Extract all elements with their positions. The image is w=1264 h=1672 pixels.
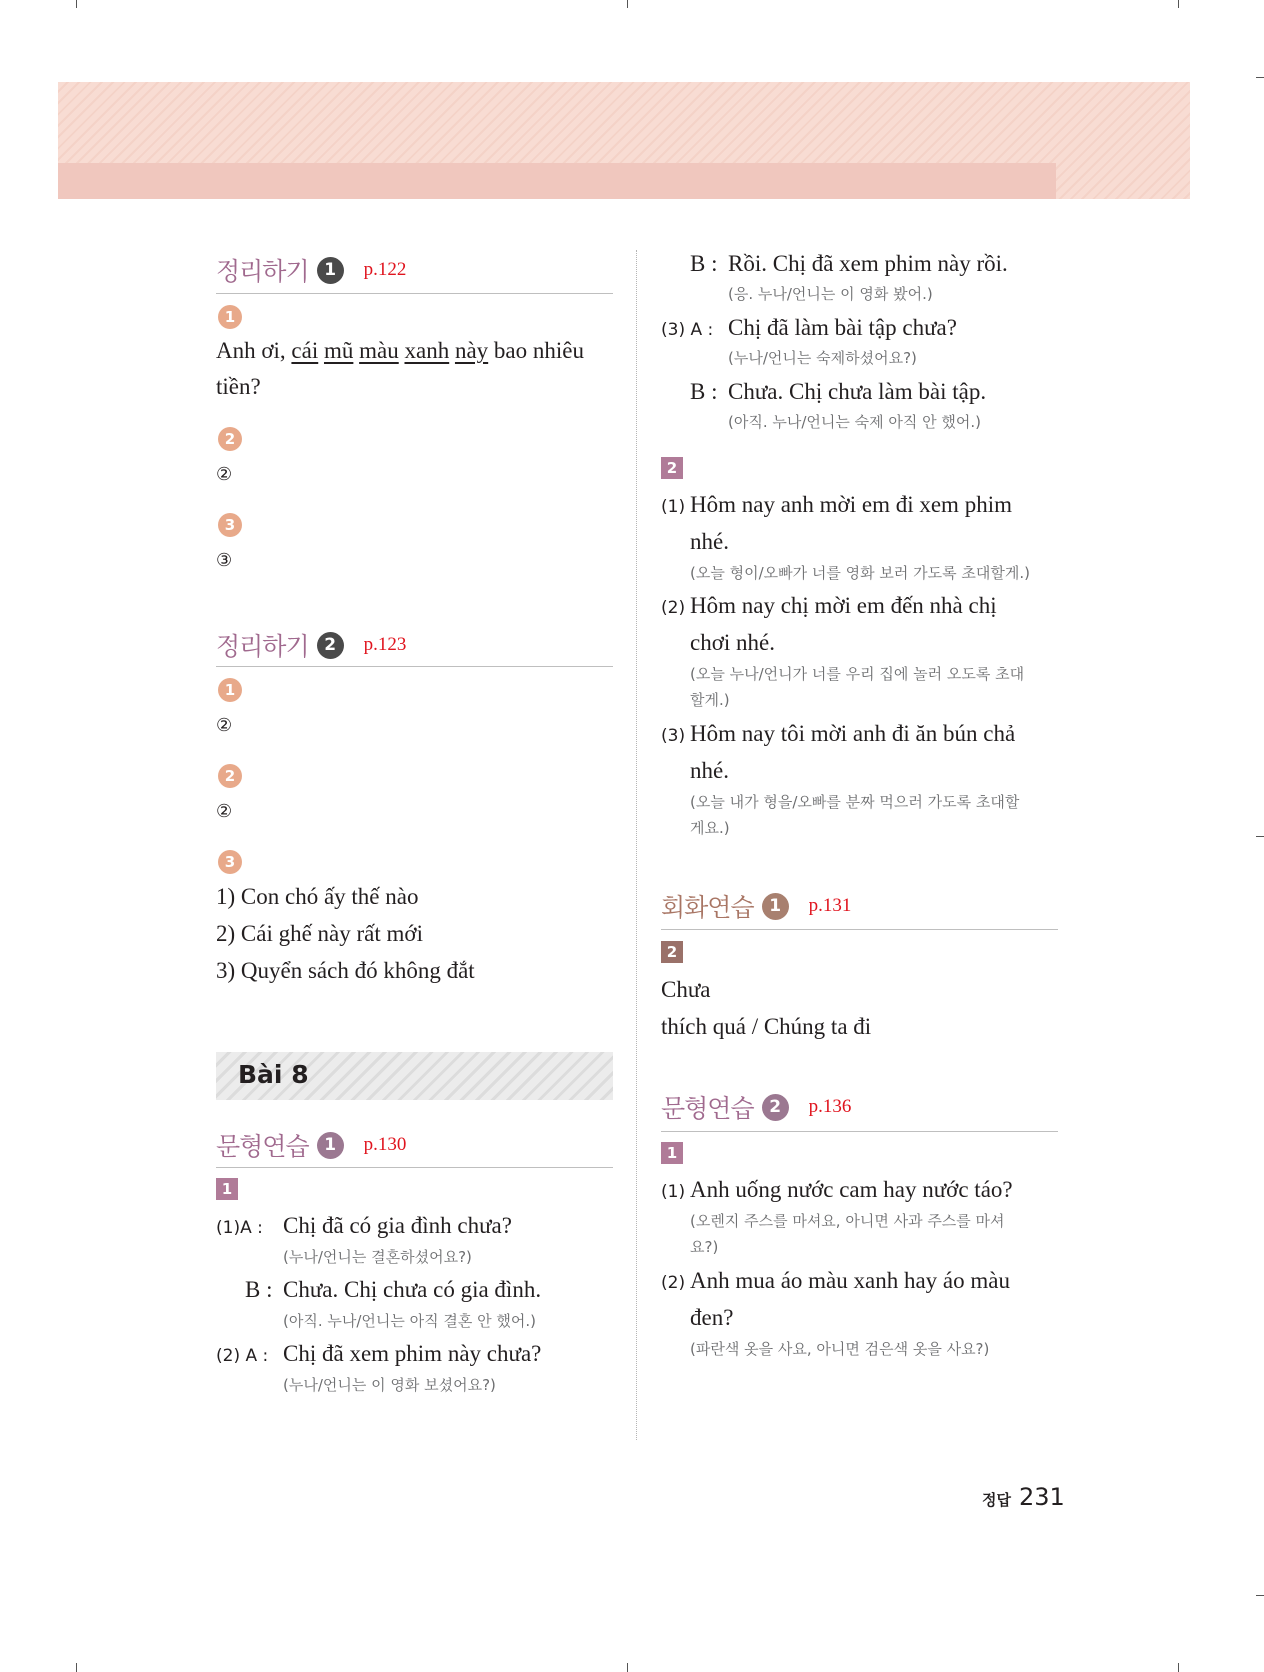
exercise-number-badge: 2 bbox=[661, 457, 683, 479]
footer-label: 정답 bbox=[982, 1491, 1011, 1509]
section-rule bbox=[216, 666, 613, 667]
answer-text-part: Anh ơi, bbox=[216, 338, 292, 363]
item-text: Anh uống nước cam hay nước táo? bbox=[690, 1177, 1013, 1202]
section-number-badge: 2 bbox=[762, 1094, 789, 1121]
korean-translation: 게요.) bbox=[690, 819, 730, 837]
crop-mark bbox=[1256, 836, 1264, 837]
section-title: 문형연습 bbox=[661, 1094, 754, 1123]
crop-mark bbox=[76, 1663, 77, 1672]
speaker-label: B : bbox=[690, 379, 718, 404]
item-text: nhé. bbox=[690, 758, 729, 783]
question-number-badge: 1 bbox=[218, 305, 242, 329]
underlined-word: xanh bbox=[404, 338, 450, 363]
korean-translation: (오렌지 주스를 마셔요, 아니면 사과 주스를 마셔 bbox=[690, 1212, 1005, 1230]
speaker-label: B : bbox=[245, 1277, 273, 1302]
answer-mark: ③ bbox=[216, 550, 233, 571]
dialogue-line bbox=[216, 1213, 263, 1239]
section-rule bbox=[216, 1167, 613, 1168]
dialogue-text: Chị đã làm bài tập chưa? bbox=[728, 315, 957, 340]
dialogue-text: Chị đã xem phim này chưa? bbox=[283, 1341, 542, 1366]
underlined-word: này bbox=[454, 338, 489, 363]
exercise-number-badge: 1 bbox=[216, 1178, 238, 1200]
page-reference: p.131 bbox=[808, 895, 852, 916]
item-label-text: (2) bbox=[661, 598, 686, 618]
speaker-label bbox=[661, 315, 713, 341]
header-banner-bar bbox=[58, 163, 1056, 199]
exercise-number-badge: 1 bbox=[661, 1142, 683, 1164]
speaker-label-text: (3) A : bbox=[661, 320, 714, 340]
underlined-word: mũ bbox=[323, 338, 354, 363]
speaker-label: (2) A : bbox=[216, 1346, 269, 1366]
korean-translation: (오늘 누나/언니가 너를 우리 집에 놀러 오도록 초대 bbox=[690, 665, 1025, 683]
section-heading-pattern-1 bbox=[216, 1127, 406, 1163]
korean-translation: (누나/언니는 이 영화 보셨어요?) bbox=[283, 1376, 496, 1394]
korean-translation: (응. 누나/언니는 이 영화 봤어.) bbox=[728, 285, 933, 303]
page-reference: p.136 bbox=[808, 1096, 852, 1117]
section-rule bbox=[661, 929, 1058, 930]
korean-translation: (오늘 내가 형을/오빠를 분짜 먹으러 가도록 초대할 bbox=[690, 793, 1020, 811]
item-label bbox=[661, 492, 685, 518]
korean-translation: (오늘 형이/오빠가 너를 영화 보러 가도록 초대할게.) bbox=[690, 564, 1030, 582]
item-text: Hôm nay anh mời em đi xem phim bbox=[690, 492, 1012, 517]
section-heading-pattern-2 bbox=[661, 1089, 851, 1125]
crop-mark bbox=[76, 0, 77, 8]
korean-translation: (아직. 누나/언니는 아직 결혼 안 했어.) bbox=[283, 1312, 536, 1330]
dialogue-line bbox=[245, 1277, 272, 1303]
list-item: 2) Cái ghế này rất mới bbox=[216, 921, 423, 946]
page-reference: p.130 bbox=[363, 1134, 407, 1155]
item-label bbox=[661, 593, 685, 619]
korean-translation: (아직. 누나/언니는 숙제 아직 안 했어.) bbox=[728, 413, 981, 431]
answer-mark: ② bbox=[216, 715, 233, 736]
korean-translation: 할게.) bbox=[690, 691, 730, 709]
underlined-word: màu bbox=[359, 338, 399, 363]
page-number: 231 bbox=[1018, 1483, 1065, 1511]
crop-mark bbox=[1178, 1663, 1179, 1672]
item-text: Hôm nay tôi mời anh đi ăn bún chả bbox=[690, 721, 1016, 746]
section-number-badge: 1 bbox=[317, 1132, 344, 1159]
crop-mark bbox=[1178, 0, 1179, 8]
answer-mark: ② bbox=[216, 801, 233, 822]
column-divider bbox=[636, 250, 637, 1440]
question-number-badge: 3 bbox=[218, 850, 242, 874]
section-title: 정리하기 bbox=[216, 257, 309, 286]
answer-text bbox=[216, 338, 584, 364]
section-rule bbox=[661, 1131, 1058, 1132]
page-reference: p.123 bbox=[363, 634, 407, 655]
section-rule bbox=[216, 293, 613, 294]
dialogue-text: Rồi. Chị đã xem phim này rồi. bbox=[728, 251, 1008, 276]
korean-translation: 요?) bbox=[690, 1238, 719, 1256]
item-text: đen? bbox=[690, 1305, 734, 1330]
question-number-badge: 2 bbox=[218, 427, 242, 451]
section-number-badge: 1 bbox=[317, 257, 344, 284]
item-label bbox=[661, 1268, 685, 1294]
item-text: nhé. bbox=[690, 529, 729, 554]
section-title: 회화연습 bbox=[661, 893, 754, 922]
speaker-label: (1)A : bbox=[216, 1218, 263, 1238]
section-title: 문형연습 bbox=[216, 1132, 309, 1161]
korean-translation: (누나/언니는 숙제하셨어요?) bbox=[728, 349, 917, 367]
dialogue-line bbox=[216, 1341, 268, 1367]
item-text: chơi nhé. bbox=[690, 630, 775, 655]
lesson-title: Bài 8 bbox=[238, 1060, 309, 1089]
item-text: Hôm nay chị mời em đến nhà chị bbox=[690, 593, 997, 618]
item-text: Anh mua áo màu xanh hay áo màu bbox=[690, 1268, 1010, 1293]
crop-mark bbox=[1256, 77, 1264, 78]
section-number-badge: 1 bbox=[762, 893, 789, 920]
section-number-badge: 2 bbox=[317, 632, 344, 659]
item-label-text: (2) bbox=[661, 1273, 686, 1293]
korean-translation: (누나/언니는 결혼하셨어요?) bbox=[283, 1248, 472, 1266]
answer-mark: ② bbox=[216, 464, 233, 485]
korean-translation: (파란색 옷을 사요, 아니면 검은색 옷을 사요?) bbox=[690, 1340, 990, 1358]
dialogue-text: Chưa. Chị chưa có gia đình. bbox=[283, 1277, 542, 1302]
list-item: 3) Quyển sách đó không đắt bbox=[216, 958, 475, 983]
underlined-word: cái bbox=[291, 338, 319, 363]
question-number-badge: 3 bbox=[218, 513, 242, 537]
item-label-text: (1) bbox=[661, 1182, 686, 1202]
question-number-badge: 1 bbox=[218, 678, 242, 702]
question-number-badge: 2 bbox=[218, 764, 242, 788]
lesson-banner bbox=[216, 1052, 613, 1100]
section-heading-summary-2 bbox=[216, 627, 406, 663]
speaker-label: B : bbox=[690, 251, 718, 276]
item-label-text: (3) bbox=[661, 726, 686, 746]
page-footer bbox=[982, 1483, 1065, 1511]
dialogue-text: Chưa. Chị chưa làm bài tập. bbox=[728, 379, 987, 404]
crop-mark bbox=[1256, 1595, 1264, 1596]
item-label bbox=[661, 721, 685, 747]
answer-text: tiền? bbox=[216, 374, 261, 399]
answer-text: thích quá / Chúng ta đi bbox=[661, 1014, 872, 1039]
item-label-text: (1) bbox=[661, 497, 686, 517]
answer-text: Chưa bbox=[661, 977, 711, 1002]
exercise-number-badge: 2 bbox=[661, 941, 683, 963]
crop-mark bbox=[627, 1663, 628, 1672]
item-label bbox=[661, 1177, 685, 1203]
answer-text-part: bao nhiêu bbox=[488, 338, 584, 363]
crop-mark bbox=[627, 0, 628, 8]
list-item: 1) Con chó ấy thế nào bbox=[216, 884, 419, 909]
section-title: 정리하기 bbox=[216, 632, 309, 661]
section-heading-conversation-1 bbox=[661, 888, 851, 924]
dialogue-text: Chị đã có gia đình chưa? bbox=[283, 1213, 512, 1238]
page-reference: p.122 bbox=[363, 259, 407, 280]
section-heading-summary-1 bbox=[216, 252, 406, 288]
